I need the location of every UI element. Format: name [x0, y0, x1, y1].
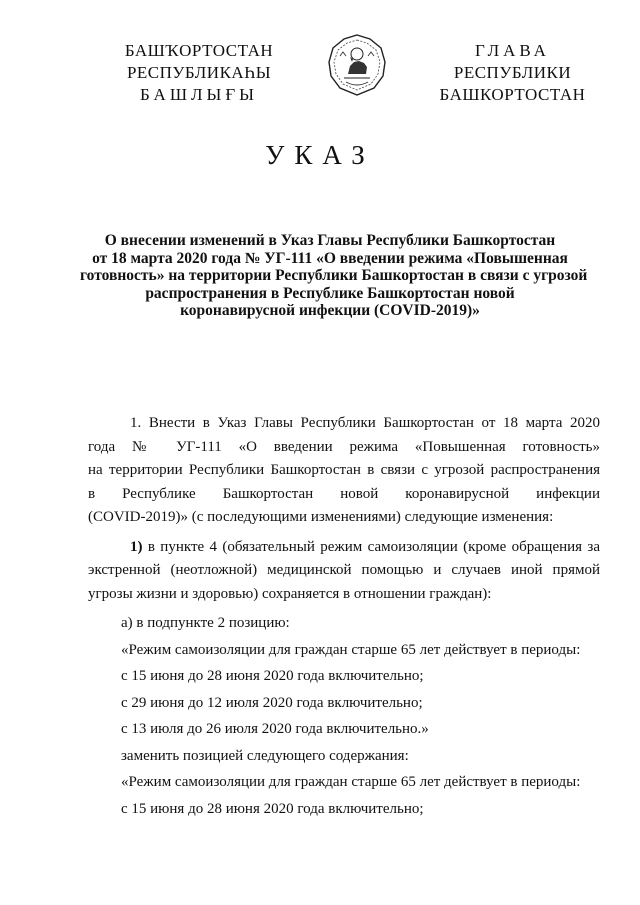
old-position-line: с 29 июня до 12 июля 2020 года включительно; — [121, 694, 423, 711]
header-right-line-2: РЕСПУБЛИКИ — [453, 63, 572, 82]
subitem-a: а) в подпункте 2 позицию: — [121, 615, 290, 631]
decree-body — [88, 412, 600, 822]
paragraph-1-line: 1. Внести в Указ Главы Республики Башкортостан от 18 марта 2020 — [130, 415, 600, 431]
subject-line: коронавирусной инфекции (COVID-2019)» — [180, 302, 480, 319]
header-left-line-1: БАШҠОРТОСТАН — [124, 41, 274, 60]
paragraph-1-line: (COVID-2019)» (с последующими изменениями) следующие изменения: — [88, 509, 554, 525]
header-left-line-3: БАШЛЫҒЫ — [140, 85, 258, 104]
old-position-line: с 13 июля до 26 июля 2020 года включительно.» — [121, 721, 429, 737]
item-1-line: экстренной (неотложной) медицинской помощью и случаев иной прямой — [88, 562, 600, 578]
old-position-line: с 15 июня до 28 июня 2020 года включительно; — [121, 668, 424, 684]
subject-line: готовность» на территории Республики Башкортостан в связи с угрозой — [80, 267, 588, 284]
header-right-russian — [430, 40, 595, 106]
header-right-line-1: ГЛАВА — [475, 41, 550, 60]
header-left-line-2: РЕСПУБЛИКАҺЫ — [126, 63, 272, 82]
coat-of-arms-icon — [326, 32, 388, 98]
subject-line: распространения в Республике Башкортостан новой — [145, 284, 515, 302]
item-1-line — [88, 536, 600, 560]
header-left-bashkir — [110, 40, 288, 106]
decree-subject — [80, 232, 588, 320]
item-1-number: 1) — [130, 538, 143, 555]
new-position-line: «Режим самоизоляции для граждан старше 65 лет действует в периоды: — [121, 774, 581, 790]
old-position-line: «Режим самоизоляции для граждан старше 65 лет действует в периоды: — [121, 641, 581, 658]
item-1-text: в пункте 4 (обязательный режим самоизоляции (кроме обращения за — [147, 538, 600, 555]
item-1-line: угрозы жизни и здоровью) сохраняется в отношении граждан): — [88, 585, 492, 602]
replace-phrase: заменить позицией следующего содержания: — [121, 747, 409, 764]
paragraph-1-line: года № УГ-111 «О введении режима «Повышенная готовность» — [88, 438, 600, 455]
subject-line: от 18 марта 2020 года № УГ-111 «О введении режима «Повышенная — [92, 249, 568, 267]
paragraph-1-line: в Республике Башкортостан новой коронавирусной инфекции — [88, 485, 600, 502]
subject-line: О внесении изменений в Указ Главы Республики Башкортостан — [104, 232, 556, 249]
header-right-line-3: БАШКОРТОСТАН — [439, 85, 586, 104]
new-position-line: с 15 июня до 28 июня 2020 года включительно; — [121, 800, 424, 817]
decree-title: УКАЗ — [265, 140, 375, 170]
paragraph-1-line: на территории Республики Башкортостан в связи с угрозой распространения — [88, 462, 600, 478]
